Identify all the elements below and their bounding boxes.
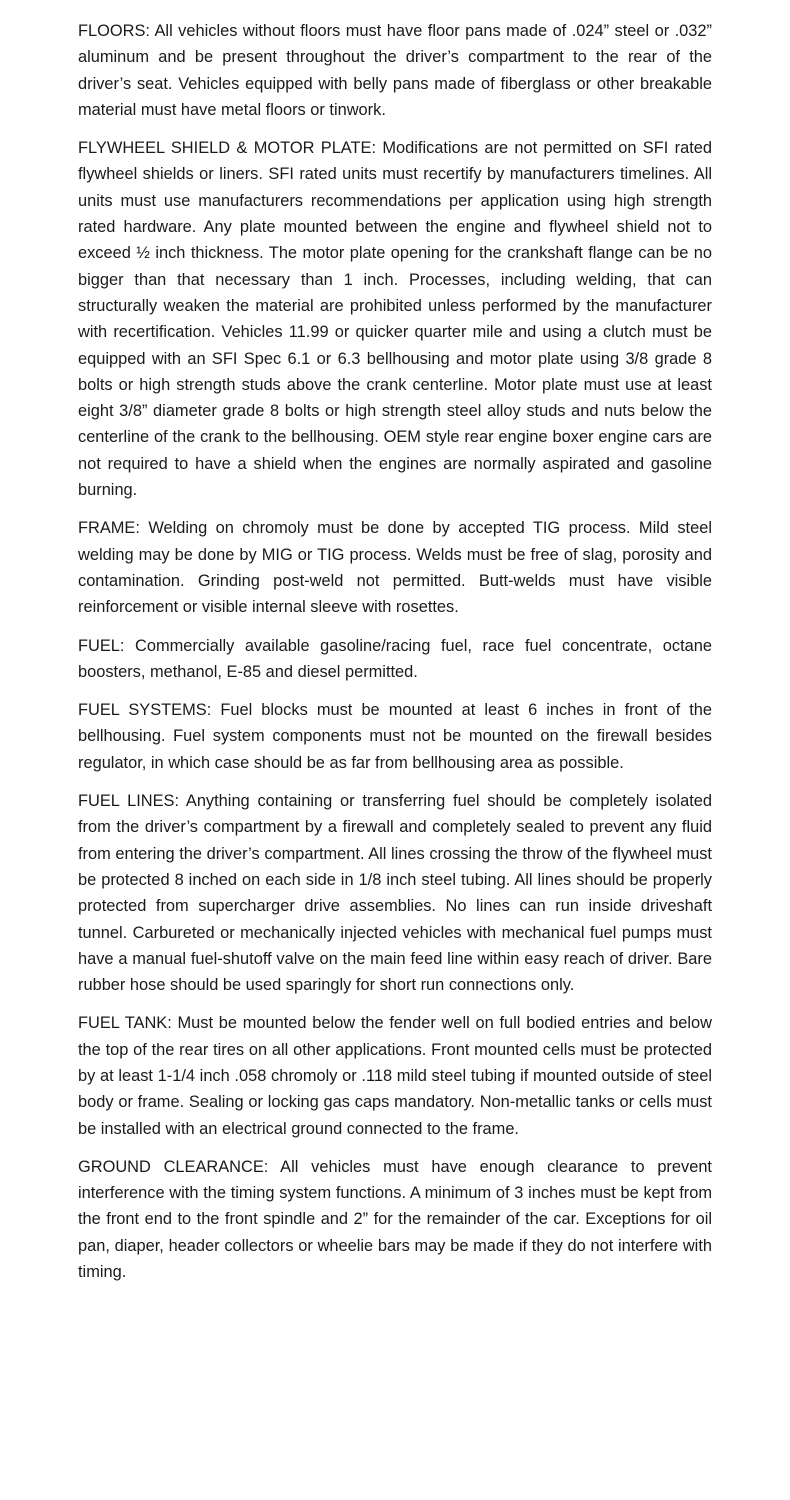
paragraph-fuel-lines: FUEL LINES: Anything containing or transferring fuel should be completely isolated from the driver’s compartment by a firewall and completely sealed to prevent any fluid from entering the driver’s compartment. All lines crossing the throw of the flywheel must be protected 8 inched on each side in 1/8 inch steel tubing. All lines should be properly protected from supercharger drive assemblies. No lines can run inside driveshaft tunnel. Carbureted or mechanically injected vehicles with mechanical fuel pumps must have a manual fuel-shutoff valve on the main feed line within easy reach of driver. Bare rubber hose should be used sparingly for short run connections only. — [78, 792, 712, 995]
paragraph-frame: FRAME: Welding on chromoly must be done by accepted TIG process. Mild steel welding may be done by MIG or TIG process. Welds must be free of slag, porosity and contamination. Grinding post-weld not permitted. Butt-welds must have visible reinforcement or visible internal sleeve with rosettes. — [78, 519, 712, 617]
paragraph-fuel-tank: FUEL TANK: Must be mounted below the fender well on full bodied entries and below the top of the rear tires on all other applications. Front mounted cells must be protected by at least 1-1/4 inch .058 chromoly or .118 mild steel tubing if mounted outside of steel body or frame. Sealing or locking gas caps mandatory. Non-metallic tanks or cells must be installed with an electrical ground connected to the frame. — [78, 1014, 712, 1138]
rulebook-page — [78, 18, 712, 1297]
paragraph-fuel: FUEL: Commercially available gasoline/racing fuel, race fuel concentrate, octane boosters, methanol, E-85 and diesel permitted. — [78, 636, 712, 681]
paragraph-ground-clearance: GROUND CLEARANCE: All vehicles must have enough clearance to prevent interference with the timing system functions. A minimum of 3 inches must be kept from the front end to the front spindle and 2” for the remainder of the car. Exceptions for oil pan, diaper, header collectors or wheelie bars may be made if they do not interfere with timing. — [78, 1157, 712, 1282]
paragraph-flywheel-shield-motor-plate: FLYWHEEL SHIELD & MOTOR PLATE: Modifications are not permitted on SFI rated flywheel shields or liners. SFI rated units must recertify by manufacturers timelines. All units must use manufacturers recommendations per application using high strength rated hardware. Any plate mounted between the engine and flywheel shield not to exceed ½ inch thickness. The motor plate opening for the crankshaft flange can be no bigger than that necessary than 1 inch. Processes, including welding, that can structurally weaken the material are prohibited unless performed by the manufacturer with recertification. Vehicles 11.99 or quicker quarter mile and using a clutch must be equipped with an SFI Spec 6.1 or 6.3 bellhousing and motor plate using 3/8 grade 8 bolts or high strength studs above the crank centerline. Motor plate must use at least eight 3/8” diameter grade 8 bolts or high strength steel alloy studs and nuts below the centerline of the crank to the bellhousing. OEM style rear engine boxer engine cars are not required to have a shield when the engines are normally aspirated and gasoline burning. — [78, 139, 712, 500]
paragraph-floors: FLOORS: All vehicles without floors must have floor pans made of .024” steel or .032” aluminum and be present throughout the driver’s compartment to the rear of the driver’s seat. Vehicles equipped with belly pans made of fiberglass or other breakable material must have metal floors or tinwork. — [78, 22, 712, 119]
paragraph-fuel-systems: FUEL SYSTEMS: Fuel blocks must be mounted at least 6 inches in front of the bellhousing. Fuel system components must not be mounted on the firewall besides regulator, in which case should be as far from bellhousing area as possible. — [78, 701, 712, 772]
